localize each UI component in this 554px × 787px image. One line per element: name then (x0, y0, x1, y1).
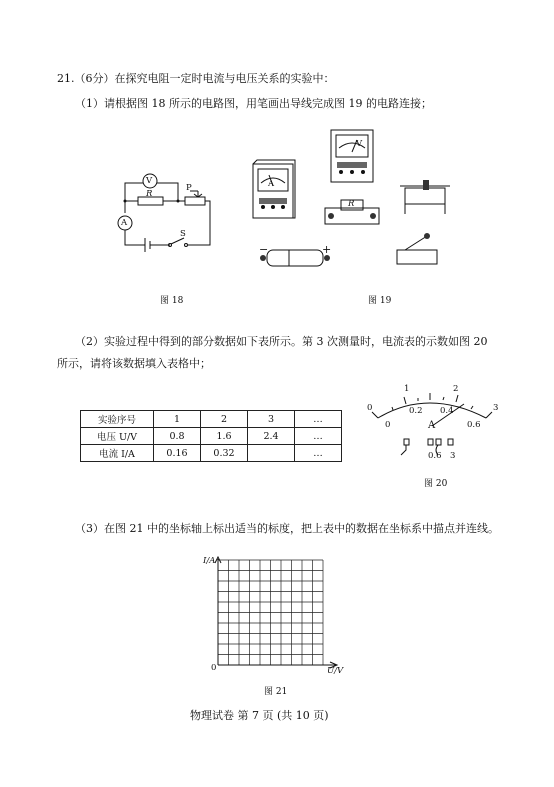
table-header-cell: 实验序号 (81, 411, 154, 428)
fig18-circuit (110, 168, 220, 253)
fig19-voltmeter (331, 130, 373, 182)
table-row (81, 428, 342, 445)
fig20-terminal-3: 3 (450, 451, 456, 461)
fig19-rheostat (400, 180, 450, 214)
fig20-outer-2: 2 (453, 384, 459, 394)
fig19-caption: 图 19 (368, 296, 392, 306)
part1-text: （1）请根据图 18 所示的电路图，用笔画出导线完成图 19 的电路连接； (75, 97, 432, 110)
fig18-ammeter-label: A (121, 218, 128, 228)
fig20-unit-label: A (428, 420, 436, 431)
fig18-voltmeter-label: V (146, 176, 153, 186)
fig21-y-axis-label: I/A (203, 556, 216, 566)
fig19-resistor-label: R (348, 199, 355, 209)
fig19-switch (397, 233, 437, 264)
table-cell: … (295, 445, 342, 462)
fig19-ammeter-face-label: A (268, 179, 275, 189)
fig21-origin-label: 0 (211, 663, 217, 673)
fig21-caption: 图 21 (264, 687, 288, 697)
fig19-battery-plus: + (322, 243, 332, 256)
fig21-grid[interactable] (200, 555, 340, 675)
table-header-row (81, 411, 342, 428)
table-cell: 电压 U/V (81, 428, 154, 445)
table-cell-answer-blank[interactable] (248, 445, 295, 462)
table-header-cell: 1 (154, 411, 201, 428)
fig21-x-axis-label: U/V (327, 666, 344, 676)
fig20-inner-0: 0 (385, 420, 391, 430)
fig20-outer-0: 0 (367, 403, 373, 413)
table-cell: 电流 I/A (81, 445, 154, 462)
part2-text-line2: 所示，请将该数据填入表格中； (57, 357, 211, 370)
fig19-battery (260, 250, 330, 266)
data-table (80, 410, 342, 462)
fig18-slider-label: P (186, 183, 192, 193)
table-cell: 0.16 (154, 445, 201, 462)
table-cell: … (295, 428, 342, 445)
table-cell: 0.8 (154, 428, 201, 445)
table-cell: 2.4 (248, 428, 295, 445)
fig20-inner-0.2: 0.2 (409, 406, 423, 416)
part3-text: （3）在图 21 中的坐标轴上标出适当的标度，把上表中的数据在坐标系中描点并连线。 (75, 522, 499, 535)
fig20-inner-0.4: 0.4 (440, 406, 454, 416)
fig18-resistor-label: R (146, 189, 153, 199)
question-title: 21.（6分）在探究电阻一定时电流与电压关系的实验中： (57, 72, 335, 85)
table-cell: 0.32 (201, 445, 248, 462)
fig19-voltmeter-face-label: V (356, 139, 363, 149)
fig19-battery-minus: − (259, 243, 269, 256)
fig18-caption: 图 18 (160, 296, 184, 306)
fig20-outer-1: 1 (404, 384, 410, 394)
part2-text-line1: （2）实验过程中得到的部分数据如下表所示。第 3 次测量时，电流表的示数如图 20 (75, 335, 488, 348)
fig20-caption: 图 20 (424, 479, 448, 489)
table-cell: 1.6 (201, 428, 248, 445)
table-header-cell: 2 (201, 411, 248, 428)
fig20-outer-3: 3 (493, 403, 499, 413)
table-row (81, 445, 342, 462)
fig18-switch-label: S (180, 229, 186, 239)
fig20-inner-0.6: 0.6 (467, 420, 481, 430)
table-header-cell: … (295, 411, 342, 428)
fig19-apparatus (245, 128, 445, 278)
fig19-ammeter (253, 160, 295, 218)
fig20-terminal-0.6: 0.6 (428, 451, 442, 461)
table-header-cell: 3 (248, 411, 295, 428)
page-footer: 物理试卷 第 7 页 (共 10 页) (190, 709, 329, 722)
